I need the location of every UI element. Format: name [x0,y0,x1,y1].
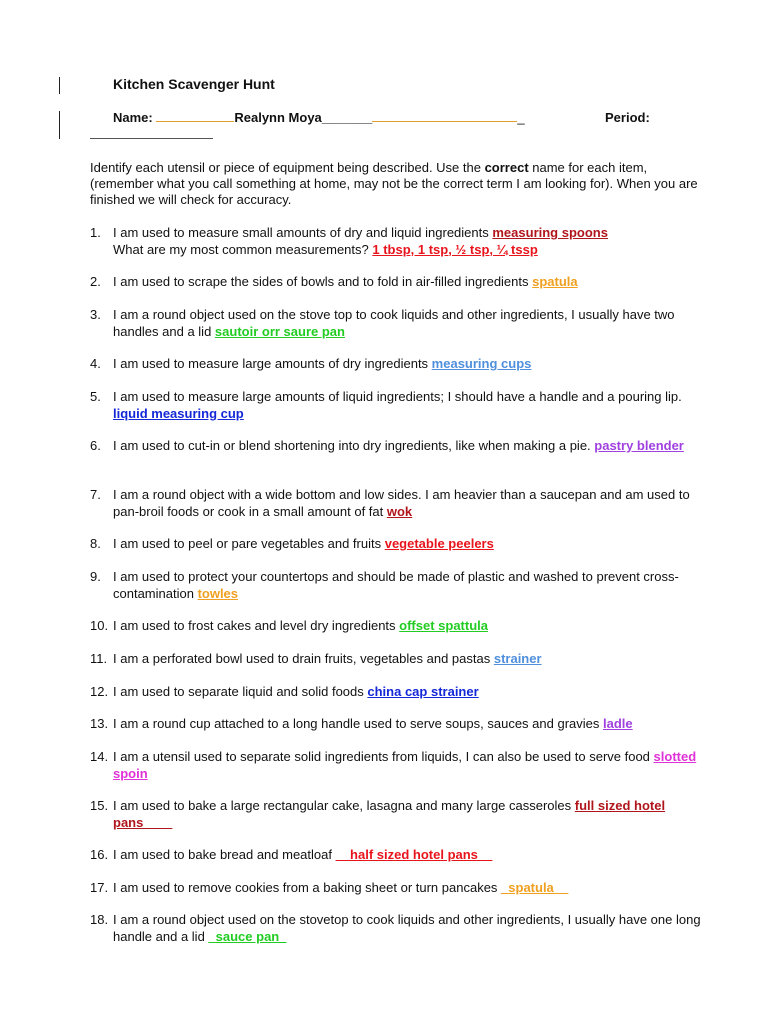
question-item [90,651,708,668]
question-body [113,569,708,602]
question-body [113,487,708,520]
question-body [113,880,708,897]
question-text: I am a round object used on the stovetop to cook liquids and other ingredients, I usually have one long handle and a lid [113,912,701,944]
question-subtext: What are my most common measurements? [113,241,373,257]
question-number: 9. [90,569,101,584]
question-body [113,356,708,373]
question-number: 15. [90,798,109,813]
question-text: I am used to separate liquid and solid foods [113,684,368,699]
answer-text: offset spattula [399,618,488,633]
answer-text: ladle [602,716,633,731]
student-name: Realynn Moya_______ [234,110,373,125]
answer-text: sautoir orr saure pan [214,323,345,339]
answer-text: __half sized hotel pans__ [335,847,493,862]
question-body [113,225,708,258]
question-number: 5. [90,389,101,404]
question-body [113,618,708,635]
question-item [90,798,708,831]
question-number: 14. [90,749,109,764]
answer-text: spatula [532,274,578,289]
question-item [90,225,708,258]
name-blank-1 [156,121,234,122]
question-number: 7. [90,487,101,502]
question-text: I am used to remove cookies from a baking sheet or turn pancakes [113,880,502,895]
question-number: 4. [90,356,101,371]
question-text: I am a round object used on the stove top to cook liquids and other ingredients, I usually have two handles and a lid [113,307,675,339]
question-item [90,274,708,291]
question-text: I am used to measure large amounts of liquid ingredients; I should have a handle and a pouring lip. [113,389,682,404]
question-item [90,569,708,602]
answer-text: liquid measuring cup [113,405,244,421]
answer-text: wok [386,503,413,519]
answer-text: measuring cups [431,356,532,371]
question-text: I am a utensil used to separate solid ingredients from liquids, I can also be used to serve food [113,749,654,764]
question-item [90,912,708,945]
answer-text: _sauce pan_ [208,928,287,944]
question-item [90,389,708,422]
margin-change-bar-2 [59,111,60,139]
question-number: 13. [90,716,109,731]
answer-text: strainer [493,651,542,666]
instructions-part1: Identify each utensil or piece of equipment being described. Use the [90,160,485,175]
answer-text: towles [197,585,239,601]
name-blank-2 [372,121,517,122]
period-label: Period: [605,110,650,125]
question-body [113,749,708,782]
answer-text: vegetable peelers [384,536,494,551]
question-item [90,356,708,373]
question-text: I am used to bake a large rectangular cake, lasagna and many large casseroles [113,798,575,813]
answer-subtext: 1 tbsp, 1 tsp, ½ tsp, ¼ tssp [372,241,538,257]
question-number: 1. [90,225,101,240]
page-title: Kitchen Scavenger Hunt [113,76,275,92]
question-body [113,274,708,291]
question-text: I am a round cup attached to a long handle used to serve soups, sauces and gravies [113,716,603,731]
question-text: I am a perforated bowl used to drain fruits, vegetables and pastas [113,651,494,666]
question-body [113,307,708,340]
question-body [113,847,708,864]
question-text: I am used to measure small amounts of dry and liquid ingredients [113,225,493,240]
question-item [90,847,708,864]
question-text: I am used to cut-in or blend shortening into dry ingredients, like when making a pie. [113,438,595,453]
question-text: I am used to protect your countertops and should be made of plastic and washed to prevent cross-contamination [113,569,679,601]
name-label: Name: [113,110,157,125]
question-body [113,716,708,733]
question-item [90,880,708,897]
question-item [90,536,708,553]
question-number: 3. [90,307,101,322]
question-body [113,798,708,831]
question-text: I am a round object with a wide bottom and low sides. I am heavier than a saucepan and am used to pan-broil foods or cook in a small amount of fat [113,487,690,519]
name-trail: _ [517,110,525,125]
answer-text: pastry blender [594,438,684,453]
question-number: 10. [90,618,109,633]
period-blank [90,138,213,139]
question-body [113,684,708,701]
question-text: I am used to measure large amounts of dry ingredients [113,356,432,371]
question-number: 11. [90,651,108,666]
question-body [113,536,708,553]
question-text: I am used to frost cakes and level dry ingredients [113,618,400,633]
question-body [113,389,708,422]
question-item [90,749,708,782]
question-item [90,716,708,733]
question-item [90,684,708,701]
question-item [90,307,708,340]
question-body [113,438,708,455]
margin-change-bar-1 [59,77,60,94]
question-number: 17. [90,880,109,895]
question-item [90,487,708,520]
question-number: 2. [90,274,101,289]
name-line [113,110,525,125]
question-number: 16. [90,847,109,862]
question-number: 8. [90,536,101,551]
question-number: 18. [90,912,109,927]
instructions-part2: name for each item, (remember what you call something at home, may not be the correct term I am looking for). When you are finished we will check for accuracy. [90,160,698,207]
answer-text: measuring spoons [492,225,608,240]
question-body [113,651,708,668]
answer-text: slotted spoin [113,749,697,781]
question-text: I am used to scrape the sides of bowls and to fold in air-filled ingredients [113,274,533,289]
question-text: I am used to peel or pare vegetables and fruits [113,536,385,551]
instructions-bold: correct [484,160,529,175]
answer-text: _spatula__ [501,880,569,895]
question-body [113,912,708,945]
question-number: 6. [90,438,101,453]
answer-text: china cap strainer [367,684,479,699]
question-item [90,618,708,635]
instructions [90,160,710,208]
question-number: 12. [90,684,109,699]
question-text: I am used to bake bread and meatloaf [113,847,336,862]
answer-text: full sized hotel pans____ [113,798,666,830]
question-item [90,438,708,455]
